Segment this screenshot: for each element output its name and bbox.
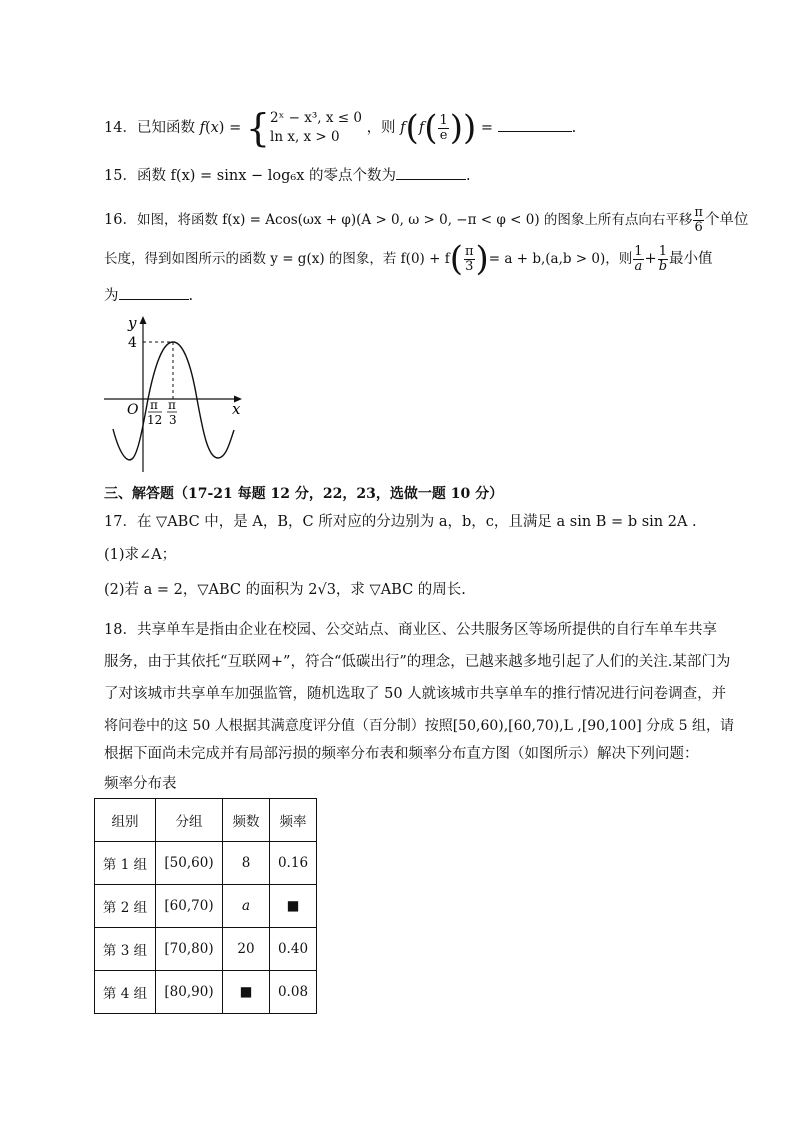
table-caption: 频率分布表 <box>104 776 177 792</box>
q14-tail: = <box>480 120 494 136</box>
tick-2-den: 3 <box>169 413 177 427</box>
origin-label: O <box>127 402 139 418</box>
header-count: 频数 <box>223 799 270 842</box>
q15-text: 函数 f(x) = sinx − log₆x 的零点个数为 <box>136 168 396 184</box>
y-axis-label: y <box>128 314 137 332</box>
question-17-part-1: (1)求∠A； <box>104 547 177 563</box>
header-frequency: 频率 <box>270 799 317 842</box>
tick-1-num: π <box>150 398 158 412</box>
question-18-line-1: 18．共享单车是指由企业在校园、公交站点、商业区、公共服务区等场所提供的自行车单车共享 <box>104 622 717 638</box>
table-header-row <box>95 799 317 842</box>
question-17: 17．在 ▽ABC 中，是 A，B，C 所对应的分边别为 a，b，c，且满足 a sin B = b sin 2A . <box>104 514 697 530</box>
cell-frequency: 0.16 <box>270 842 317 885</box>
peak-label: 4 <box>128 335 137 351</box>
q14-inner-frac: $\frac{1}{e}$ <box>439 112 448 143</box>
cosine-graph <box>100 312 250 472</box>
case-2: ln x, x > 0 <box>270 129 340 145</box>
q15-end: . <box>466 168 471 184</box>
y-axis-arrow-icon <box>140 316 147 324</box>
q16-end: . <box>188 288 194 304</box>
x-axis-label: x <box>232 400 241 418</box>
cell-group: 第 2 组 <box>95 885 156 928</box>
question-16-line-2: 长度，得到如图所示的函数 y = g(x) 的图象，若 f(0) + f( $\frac{\pi}{3}$ )= a + b,(a,b > 0)，则 $\frac{1}{a}$ + $\frac{1}{b}$ 最小值 <box>104 239 713 279</box>
cell-frequency: 0.08 <box>270 971 317 1014</box>
cell-interval: [50,60) <box>156 842 223 885</box>
cell-frequency: ■ <box>270 885 317 928</box>
q14-number: 14． <box>104 120 137 136</box>
frequency-table <box>94 798 317 1014</box>
q14-arg: x <box>210 120 219 136</box>
left-brace-icon: { <box>245 106 271 150</box>
cell-interval: [60,70) <box>156 885 223 928</box>
q16-line1-b: 个单位 <box>704 212 749 228</box>
table-row <box>95 971 317 1014</box>
q14-lead: 已知函数 <box>136 120 195 136</box>
cell-group: 第 4 组 <box>95 971 156 1014</box>
q16-pi3-frac: $\frac{\pi}{3}$ <box>464 243 474 274</box>
q14-eq: = <box>229 120 242 136</box>
question-16-line-1 <box>104 204 748 236</box>
table-row <box>95 928 317 971</box>
q16-shift-frac: $\frac{\pi}{6}$ <box>694 204 703 235</box>
question-18-line-2: 服务，由于其依托“互联网+”，符合“低碳出行”的理念，已越来越多地引起了人们的关注.某部门为 <box>104 654 731 670</box>
q16-line2-a: 长度，得到如图所示的函数 y = g(x) 的图象，若 f(0) + f <box>104 251 450 267</box>
tick-2-num: π <box>168 398 176 412</box>
cell-frequency: 0.40 <box>270 928 317 971</box>
answer-blank-14[interactable] <box>498 117 572 132</box>
question-18-line-5: 根据下面尚未完成并有局部污损的频率分布表和频率分布直方图（如图所示）解决下列问题： <box>104 746 699 762</box>
table-row <box>95 842 317 885</box>
q16-plus: + <box>644 251 657 267</box>
cell-interval: [80,90) <box>156 971 223 1014</box>
cell-group: 第 3 组 <box>95 928 156 971</box>
header-group: 组别 <box>95 799 156 842</box>
section-3-heading: 三、解答题（17-21 每题 12 分，22，23，选做一题 10 分） <box>104 486 504 502</box>
question-15 <box>104 165 471 186</box>
answer-blank-16[interactable] <box>119 285 189 300</box>
q16-frac-1a: $\frac{1}{a}$ <box>634 243 643 274</box>
q14-then: ，则 <box>366 120 396 136</box>
q14-end: . <box>571 120 577 136</box>
tick-1-den: 12 <box>147 413 163 427</box>
q16-frac-1b: $\frac{1}{b}$ <box>658 243 668 274</box>
q14-f: f <box>199 120 205 136</box>
question-14: 14．已知函数 f(x) = { 2ˣ − x³, x ≤ 0 ln x, x > 0 ，则 f(f( $\frac{1}{e}$ )) = . <box>104 106 577 150</box>
question-18-line-4: 将问卷中的这 50 人根据其满意度评分值（百分制）按照[50,60),[60,70),L ,[90,100] 分成 5 组，请 <box>104 718 734 734</box>
table-row <box>95 885 317 928</box>
cell-group: 第 1 组 <box>95 842 156 885</box>
q16-line2-b: = a + b,(a,b > 0)，则 <box>488 251 633 267</box>
cell-count: ■ <box>223 971 270 1014</box>
question-18-line-3: 了对该城市共享单车加强监管，随机选取了 50 人就该城市共享单车的推行情况进行问卷调查，并 <box>104 686 727 702</box>
q16-line3: 为 <box>104 288 119 304</box>
cell-count: a <box>223 885 270 928</box>
answer-blank-15[interactable] <box>396 165 466 180</box>
question-16-line-3 <box>104 285 193 306</box>
q16-line2-c: 最小值 <box>669 251 713 267</box>
question-17-part-2: (2)若 a = 2，▽ABC 的面积为 2√3，求 ▽ABC 的周长. <box>104 582 466 598</box>
q15-number: 15． <box>104 168 137 184</box>
cell-count: 20 <box>223 928 270 971</box>
piecewise-cases <box>270 109 362 147</box>
header-interval: 分组 <box>156 799 223 842</box>
cell-interval: [70,80) <box>156 928 223 971</box>
q16-line1-a: 如图，将函数 f(x) = Acos(ωx + φ)(A > 0, ω > 0, −π < φ < 0) 的图象上所有点向右平移 <box>136 212 693 228</box>
case-1: 2ˣ − x³, x ≤ 0 <box>270 110 362 126</box>
q16-number: 16． <box>104 212 137 228</box>
cell-count: 8 <box>223 842 270 885</box>
